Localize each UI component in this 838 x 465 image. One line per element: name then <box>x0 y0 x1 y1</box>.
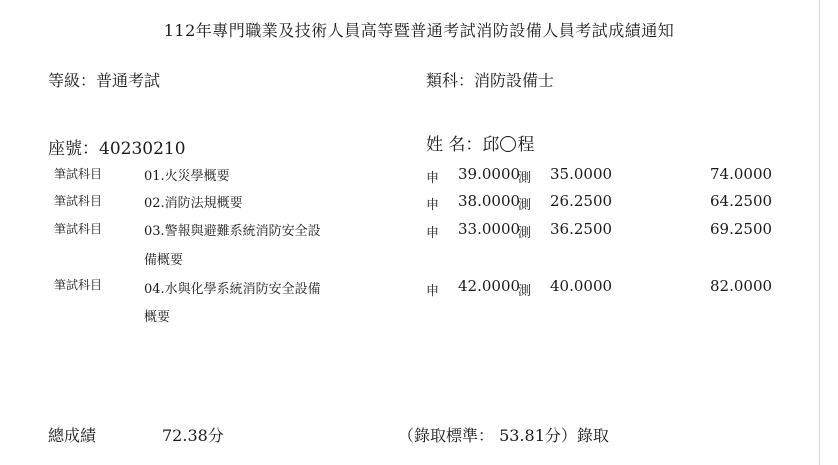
subject-name: 04.水與化學系統消防安全設備 <box>144 282 321 297</box>
score-b: 35.0000 <box>550 165 613 183</box>
subject-name: 01.火災學概要 <box>144 169 230 184</box>
grade-field: 等級：普通考試 <box>48 71 161 90</box>
score-b-mark: 測 <box>518 171 532 186</box>
name-prefix: 姓 名：邱 <box>426 135 500 155</box>
score-a-mark: 申 <box>426 284 440 299</box>
score-a: 38.0000 <box>458 192 521 210</box>
subject-type: 筆試科目 <box>54 194 103 208</box>
admission-standard: （錄取標準： 53.81分）錄取 <box>398 426 609 445</box>
subject-type: 筆試科目 <box>54 278 103 292</box>
score-b: 26.2500 <box>550 192 613 210</box>
score-b-mark: 測 <box>518 284 532 299</box>
subject-type: 筆試科目 <box>54 222 103 236</box>
subject-name-continued: 概要 <box>144 310 171 325</box>
page-title: 112年專門職業及技術人員高等暨普通考試消防設備人員考試成績通知 <box>163 21 675 40</box>
score-a: 39.0000 <box>458 165 521 183</box>
subject-total: 64.2500 <box>710 192 773 210</box>
score-a-mark: 申 <box>426 226 440 241</box>
subject-total: 74.0000 <box>710 165 773 183</box>
score-a-mark: 申 <box>426 198 440 213</box>
subject-name-continued: 備概要 <box>144 253 184 268</box>
score-b-mark: 測 <box>518 198 532 213</box>
subject-type: 筆試科目 <box>54 167 103 181</box>
masked-character-circle-icon <box>500 136 516 152</box>
score-a-mark: 申 <box>426 171 440 186</box>
name-field <box>426 130 534 155</box>
name-suffix: 程 <box>517 135 535 155</box>
score-b: 36.2500 <box>550 220 613 238</box>
subject-name: 03.警報與避難系統消防安全設 <box>144 224 321 239</box>
subject-name: 02.消防法規概要 <box>144 196 243 211</box>
score-b-mark: 測 <box>518 226 532 241</box>
seat-number-field: 座號：40230210 <box>48 139 186 159</box>
score-b: 40.0000 <box>550 277 613 295</box>
score-a: 33.0000 <box>458 220 521 238</box>
subject-total: 82.0000 <box>710 277 773 295</box>
total-score-value: 72.38分 <box>162 426 224 445</box>
subject-total: 69.2500 <box>710 220 773 238</box>
category-field: 類科：消防設備士 <box>426 71 555 90</box>
right-border-line <box>819 0 820 465</box>
total-score-label: 總成績 <box>48 426 97 445</box>
score-a: 42.0000 <box>458 277 521 295</box>
